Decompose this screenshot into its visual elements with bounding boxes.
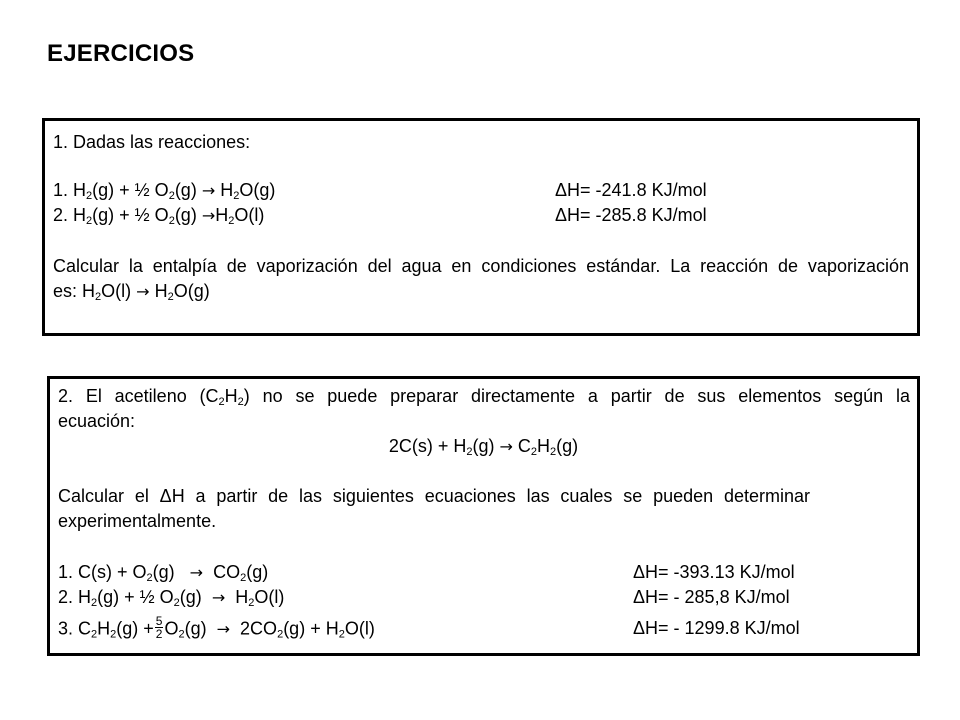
five-halves-fraction: $\frac{5}{2}$ <box>155 614 163 641</box>
exercise-1-box <box>42 118 920 336</box>
ex1-intro: 1. Dadas las reacciones: <box>53 132 251 152</box>
arrow-icon: → <box>216 619 231 639</box>
ex2-reaction-1-dh: ΔH= -393.13 KJ/mol <box>633 562 795 582</box>
exercise-2-box <box>47 376 920 656</box>
ex1-reaction-2: 2. $H_2(g)$ + ½ $O_2(g) \to H_2O(l)$ <box>53 205 265 227</box>
ex2-calc-line-1: Calcular el ΔH a partir de las siguientes ecuaciones las cuales se pueden determinar <box>58 486 810 506</box>
ex1-reaction-1: 1. $H_2(g)$ + ½ $O_2(g) \to H_2O(g)$ <box>53 180 276 202</box>
arrow-icon: → <box>211 588 226 607</box>
ex2-intro-line-2: ecuación: <box>58 411 136 431</box>
arrow-icon: → <box>499 437 513 456</box>
ex2-reaction-2-dh: ΔH= - 285,8 KJ/mol <box>633 587 790 607</box>
ex2-reaction-3: 3. $C_2H_2(g)$ + $\frac{5}{2}$ $O_2(g) \to 2CO_2(g) + H_2O(l)$ <box>58 614 375 641</box>
arrow-icon: → <box>201 206 216 225</box>
ex1-reaction-1-dh: ΔH= -241.8 KJ/mol <box>555 180 707 200</box>
arrow-icon: → <box>201 181 216 200</box>
ex2-reaction-1: 1. $C(s) + O_2(g)$ → $CO_2(g)$ <box>58 562 269 584</box>
ex2-calc-line-2: experimentalmente. <box>58 511 217 531</box>
ex1-question-line-2: es: $H_2O(l) \to H_2O(g)$ <box>53 281 210 303</box>
arrow-icon: → <box>189 563 204 582</box>
ex1-reaction-2-dh: ΔH= -285.8 KJ/mol <box>555 205 707 225</box>
ex2-intro-line-1: 2. El acetileno $(C_2H_2)$ no se puede preparar directamente a partir de sus elementos según la <box>58 386 910 408</box>
arrow-icon: → <box>136 282 150 301</box>
ex2-target-equation: $2C(s) + H_2(g) \to C_2H_2(g)$ <box>388 436 579 458</box>
page-title: EJERCICIOS <box>47 40 195 67</box>
ex1-question-line-1: Calcular la entalpía de vaporización del agua en condiciones estándar. La reacción de vaporización <box>53 256 909 276</box>
ex2-reaction-2: 2. $H_2(g)$ + ½ $O_2(g) \to H_2O(l)$ <box>58 587 285 609</box>
ex2-reaction-3-dh: ΔH= - 1299.8 KJ/mol <box>633 618 800 638</box>
